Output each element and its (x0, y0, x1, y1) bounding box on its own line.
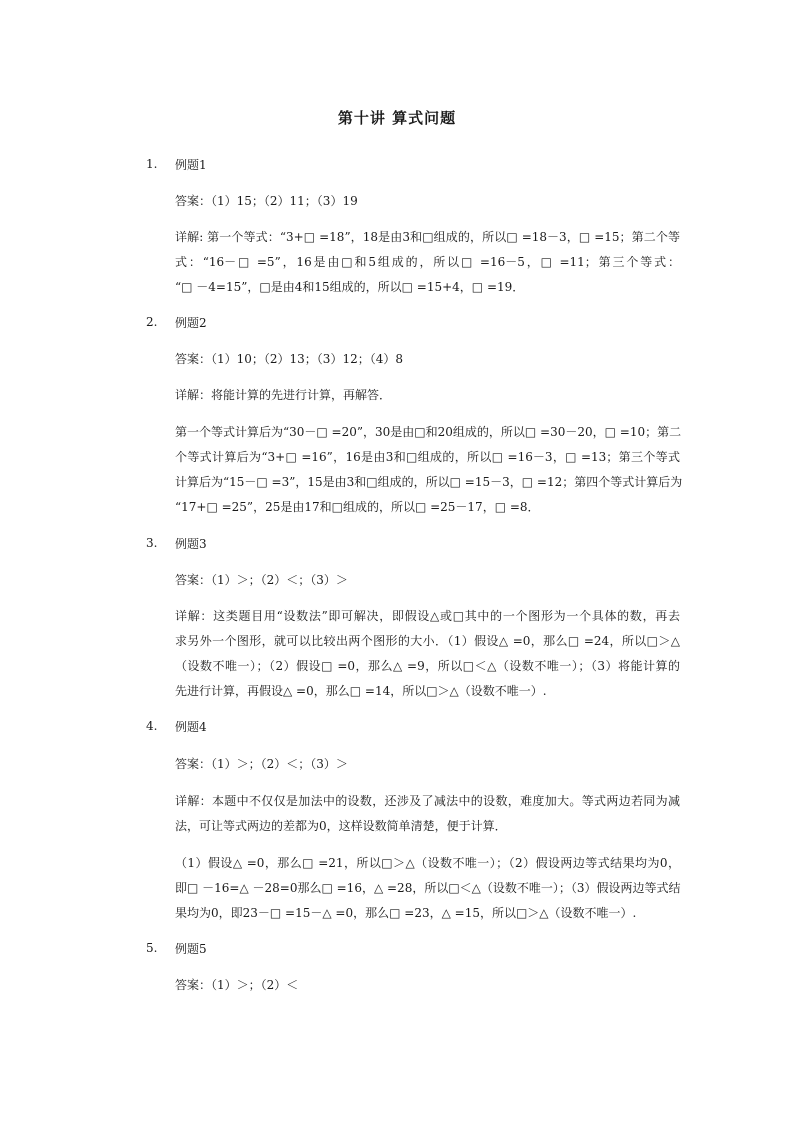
detail-line: （设数不唯一）；（2）假设□ =0，那么△ =9，所以□＜△（设数不唯一）；（3）将能计算的 (175, 659, 680, 673)
detail-line: 详解：这类题目用“设数法”即可解决，即假设△或□其中的一个图形为一个具体的数，再去 (175, 609, 680, 623)
answer-line: 答案：（1）＞；（2）＜；（3）＞ (175, 573, 348, 587)
detail-line: 求另外一个图形，就可以比较出两个图形的大小．（1）假设△ =0，那么□ =24，所以□＞△ (175, 634, 680, 648)
section-heading: 例题4 (175, 720, 207, 734)
detail-line: 详解：本题中不仅仅是加法中的设数，还涉及了减法中的设数，难度加大。等式两边若同为减 (175, 794, 680, 808)
detail-line: “17+□ =25”，25是由17和□组成的，所以□ =25－17，□ =8． (175, 500, 540, 514)
detail-line: 详解: 第一个等式：“3+□ =18”，18是由3和□组成的，所以□ =18－3，□ =15；第二个等 (175, 230, 680, 244)
answer-line: 答案：（1）15；（2）11；（3）19 (175, 194, 358, 208)
section-number: 3. (146, 536, 158, 550)
section-heading: 例题3 (175, 537, 207, 551)
answer-line: 答案：（1）＞；（2）＜；（3）＞ (175, 757, 348, 771)
section-number: 5. (146, 941, 158, 955)
section-number: 1. (146, 157, 158, 171)
detail-line: 计算后为“15－□ =3”，15是由3和□组成的，所以□ =15－3，□ =12；第四个等式计算后为 (175, 475, 683, 489)
detail-line: 法，可让等式两边的差都为0，这样设数简单清楚，便于计算． (175, 819, 507, 833)
detail-line: （1）假设△ =0，那么□ =21，所以□＞△（设数不唯一）；（2）假设两边等式结果均为0， (175, 856, 680, 870)
answer-line: 答案：（1）10；（2）13；（3）12；（4）8 (175, 352, 403, 366)
detail-line: 先进行计算，再假设△ =0，那么□ =14，所以□＞△（设数不唯一）. (175, 684, 547, 698)
detail-line: 即□ －16=△ －28=0那么□ =16，△ =28，所以□＜△（设数不唯一）；（3）假设两边等式结 (175, 881, 681, 895)
detail-line: “□ －4=15”，□是由4和15组成的，所以□ =15+4，□ =19． (175, 280, 525, 294)
detail-line: 个等式计算后为“3+□ =16”，16是由3和□组成的，所以□ =16－3，□ =13；第三个等式 (175, 450, 680, 464)
section-heading: 例题2 (175, 316, 207, 330)
page-title: 第十讲 算式问题 (337, 109, 457, 127)
section-heading: 例题5 (175, 942, 207, 956)
detail-line: 果均为0，即23－□ =15－△ =0，那么□ =23，△ =15，所以□＞△（设数不唯一）. (175, 906, 637, 920)
detail-line: 第一个等式计算后为“30－□ =20”，30是由□和20组成的，所以□ =30－20，□ =10；第二 (175, 425, 682, 439)
detail-intro: 详解：将能计算的先进行计算，再解答． (175, 388, 392, 402)
detail-line: 式：“16－□ =5”，16是由□和5组成的，所以□ =16－5，□ =11；第三个等式： (175, 255, 680, 269)
section-number: 2. (146, 315, 158, 329)
section-number: 4. (146, 719, 158, 733)
section-heading: 例题1 (175, 158, 207, 172)
answer-line: 答案：（1）＞；（2）＜ (175, 978, 299, 992)
